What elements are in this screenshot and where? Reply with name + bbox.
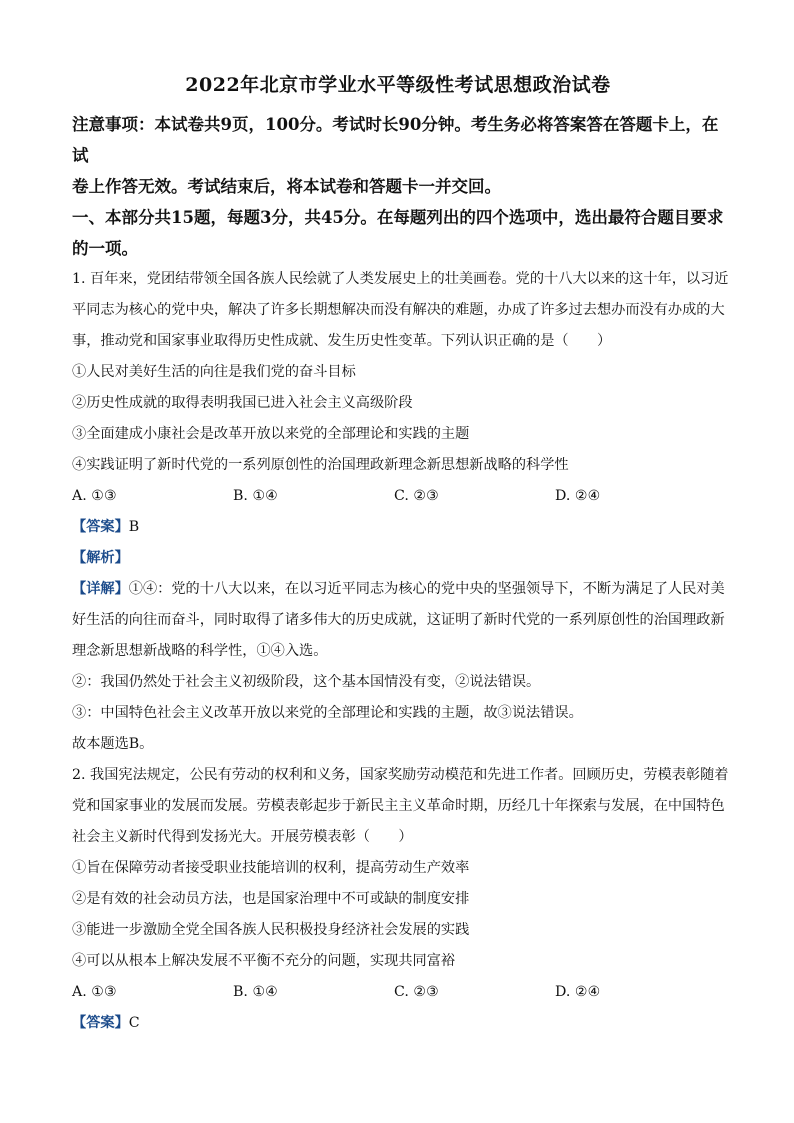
q1-option-c: C. ②③: [394, 488, 439, 504]
q1-analysis: [72, 543, 724, 574]
q1-detail-label: 【详解】: [72, 581, 129, 597]
q2-stem-line-3: 社会主义新时代得到发扬光大。开展劳模表彰（ ）: [72, 829, 413, 845]
q2-option-b: B. ①④: [233, 984, 278, 1000]
q2-item-4: ④可以从根本上解决发展不平衡不充分的问题，实现共同富裕: [72, 953, 456, 969]
q1-answer: [72, 512, 724, 543]
q1-detail-line-1: [72, 574, 724, 605]
q1-option-b: B. ①④: [233, 488, 278, 504]
q1-item-3: ③全面建成小康社会是改革开放以来党的全部理论和实践的主题: [72, 426, 470, 442]
q1-detail-line-5: ③：中国特色社会主义改革开放以来党的全部理论和实践的主题，故③说法错误。: [72, 705, 583, 721]
q1-stem-line-3: 事，推动党和国家事业取得历史性成就、发生历史性变革。下列认识正确的是（ ）: [72, 333, 612, 349]
q1-answer-value: B: [128, 519, 140, 535]
q2-item-2: ②是有效的社会动员方法，也是国家治理中不可或缺的制度安排: [72, 891, 470, 907]
q1-stem-line-1: 1. 百年来，党团结带领全国各族人民绘就了人类发展史上的壮美画卷。党的十八大以来的这十年，以习近: [72, 271, 729, 287]
q1-detail-text-1: ①④：党的十八大以来，在以习近平同志为核心的党中央的坚强领导下，不断为满足了人民对美: [128, 581, 725, 597]
q1-item-4: ④实践证明了新时代党的一系列原创性的治国理政新理念新思想新战略的科学性: [72, 457, 569, 473]
q1-detail-line-4: ②：我国仍然处于社会主义初级阶段，这个基本国情没有变，②说法错误。: [72, 674, 541, 690]
q2-option-d: D. ②④: [555, 984, 601, 1000]
question-2: [72, 760, 729, 1039]
q2-option-c: C. ②③: [394, 984, 439, 1000]
notice-line-2: 卷上作答无效。考试结束后，将本试卷和答题卡一并交回。: [72, 177, 501, 196]
question-1: [72, 264, 729, 760]
q1-detail-line-6: 故本题选B。: [72, 736, 154, 752]
q1-item-1: ①人民对美好生活的向往是我们党的奋斗目标: [72, 364, 356, 380]
page-title: 2022年北京市学业水平等级性考试思想政治试卷: [185, 74, 611, 96]
q2-stem-line-1: 2. 我国宪法规定，公民有劳动的权利和义务，国家奖励劳动模范和先进工作者。回顾历史，劳模表彰随着: [72, 767, 729, 783]
q2-stem-line-2: 党和国家事业的发展而发展。劳模表彰起步于新民主主义革命时期，历经几十年探索与发展，在中国特色: [72, 798, 725, 814]
q1-detail-line-2: 好生活的向往而奋斗，同时取得了诸多伟大的历史成就，这证明了新时代党的一系列原创性的治国理政新: [72, 612, 725, 628]
q2-answer: [72, 1008, 724, 1039]
q2-answer-value: C: [128, 1015, 140, 1031]
q1-options: [72, 481, 724, 512]
q2-item-1: ①旨在保障劳动者接受职业技能培训的权利，提高劳动生产效率: [72, 860, 470, 876]
q1-item-2: ②历史性成就的取得表明我国已进入社会主义高级阶段: [72, 395, 413, 411]
q1-option-d: D. ②④: [555, 488, 601, 504]
q1-option-a: A. ①③: [72, 488, 117, 504]
q1-analysis-label: 【解析】: [72, 550, 129, 566]
q1-stem-line-2: 平同志为核心的党中央，解决了许多长期想解决而没有解决的难题，办成了许多过去想办而没有办成的大: [72, 302, 725, 318]
q1-detail-line-3: 理念新思想新战略的科学性，①④入选。: [72, 643, 328, 659]
section-heading-line-1: 一、本部分共15题，每题3分，共45分。在每题列出的四个选项中，选出最符合题目要求: [72, 208, 724, 227]
notice-line-1: 注意事项：本试卷共9页，100分。考试时长90分钟。考生务必将答案答在答题卡上，在试: [72, 115, 719, 165]
q2-item-3: ③能进一步激励全党全国各族人民积极投身经济社会发展的实践: [72, 922, 470, 938]
q2-options: [72, 977, 724, 1008]
q2-answer-label: 【答案】: [72, 1015, 129, 1031]
q1-answer-label: 【答案】: [72, 519, 129, 535]
q2-option-a: A. ①③: [72, 984, 117, 1000]
section-heading-line-2: 的一项。: [72, 239, 138, 258]
